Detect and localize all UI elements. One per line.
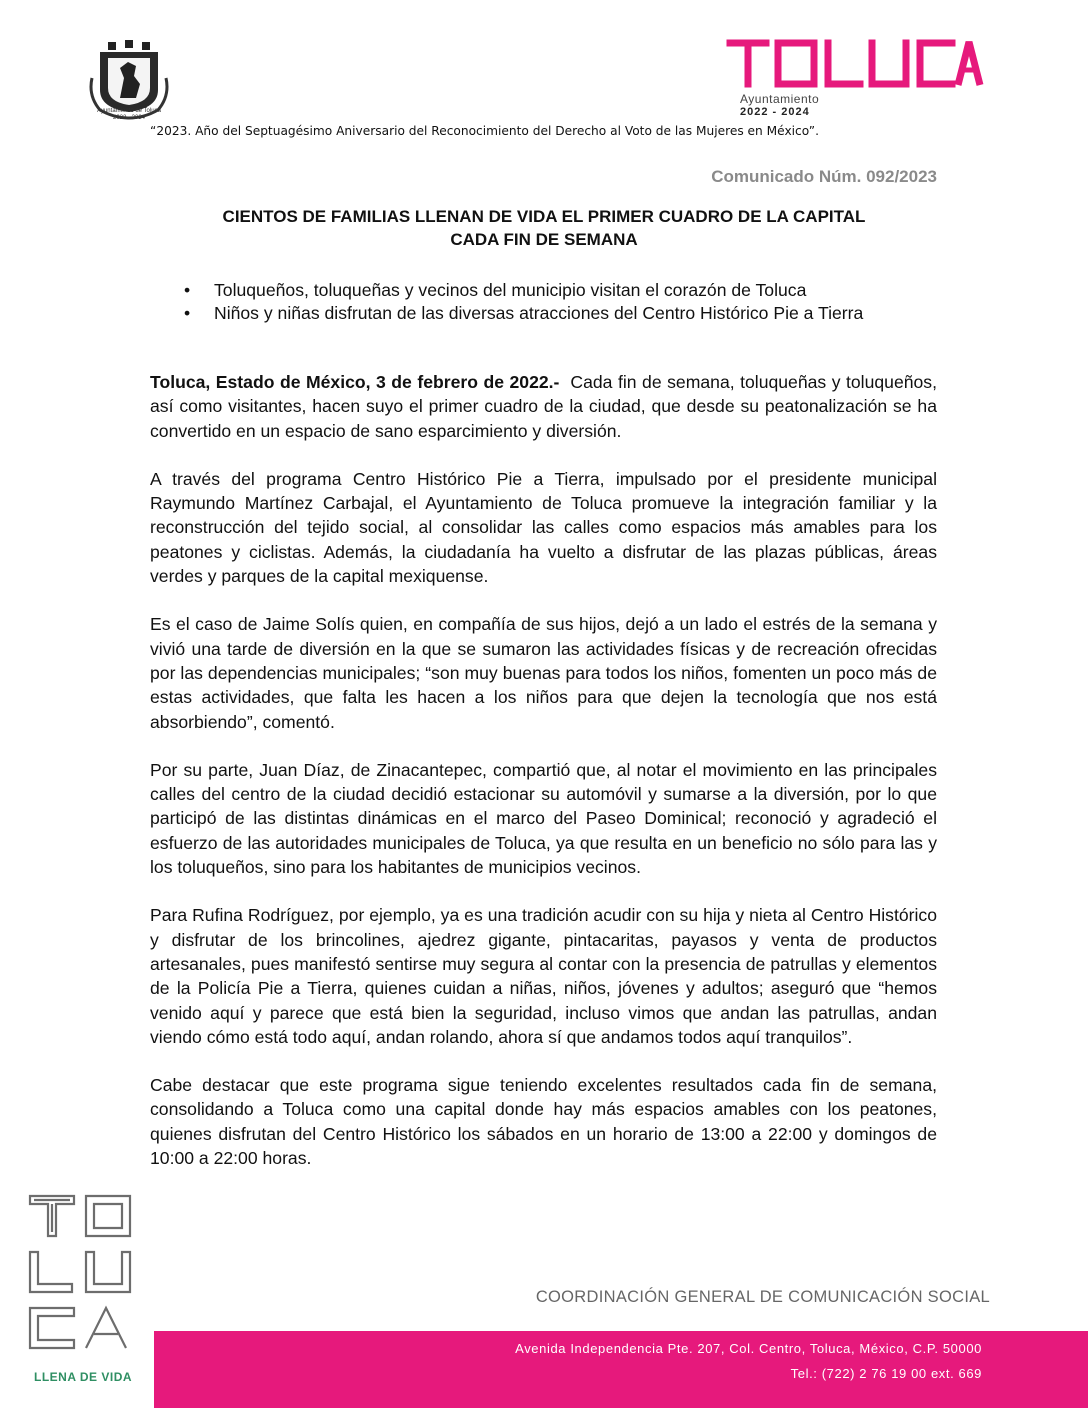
footer-address: Avenida Independencia Pte. 207, Col. Centro, Toluca, México, C.P. 50000 bbox=[515, 1341, 982, 1356]
article-body bbox=[150, 370, 937, 1194]
paragraph-2: A través del programa Centro Histórico Pie a Tierra, impulsado por el presidente municipal Raymundo Martínez Carbajal, el Ayuntamiento de Toluca promueve la integración familiar y la reconstrucción del tejido social, al consolidar las calles como espacios más amables para los peatones y ciclistas. Además, la ciudadanía ha vuelto a disfrutar de las plazas públicas, áreas verdes y parques de la capital mexiquense. bbox=[150, 468, 937, 587]
paragraph-6: Cabe destacar que este programa sigue teniendo excelentes resultados cada fin de semana, consolidando a Toluca como una capital donde hay más espacios amables con los peatones, quienes disfrutan del Centro Histórico los sábados en un horario de 13:00 a 22:00 y domingos de 10:00 a 22:00 horas. bbox=[150, 1075, 937, 1169]
coordinacion-label: COORDINACIÓN GENERAL DE COMUNICACIÓN SOCIAL bbox=[535, 1288, 990, 1306]
ayuntamiento-label: Ayuntamiento bbox=[740, 92, 820, 106]
ayuntamiento-years: 2022 - 2024 bbox=[740, 106, 810, 118]
headline-line2: CADA FIN DE SEMANA bbox=[450, 230, 638, 249]
list-item bbox=[150, 302, 940, 325]
bullet-icon: • bbox=[184, 303, 191, 323]
paragraph-3: Es el caso de Jaime Solís quien, en compañía de sus hijos, dejó a un lado el estrés de la semana y vivió una tarde de diversión en la que se sumaron las actividades físicas y de recreación ofrecidas por las dependencias municipales; “son muy buenas para todos los niños, fomenten un poco más de estas actividades, que falta les hacen a los niños para que dejen la tecnología que nos está absorbiendo”, comentó. bbox=[150, 614, 937, 732]
paragraph-1-text: Cada fin de semana, toluqueñas y toluqueños, así como visitantes, hacen suyo el primer cuadro de la ciudad, que desde su peatonalización se ha convertido en un espacio de sano esparcimiento y diversión. bbox=[150, 372, 937, 441]
dateline: Toluca, Estado de México, 3 de febrero de 2022.- bbox=[150, 372, 560, 392]
bullet-icon: • bbox=[184, 280, 191, 300]
paragraph-4: Por su parte, Juan Díaz, de Zinacantepec, compartió que, al notar el movimiento en las principales calles del centro de la ciudad decidió estacionar su automóvil y sumarse a la diversión, por lo que participó de las distintas dinámicas en el marco del Paseo Dominical; reconoció y agradeció el esfuerzo de las autoridades municipales de Toluca, ya que resulta en un beneficio no sólo para las y los toluqueños, sino para los habitantes de municipios vecinos. bbox=[150, 759, 937, 878]
paragraph-5: Para Rufina Rodríguez, por ejemplo, ya es una tradición acudir con su hija y nieta al Centro Histórico y disfrutar de los brincolines, ajedrez gigante, pintacaritas, payasos y venta de productos artesanales, pues manifestó sentirse muy segura al contar con la presencia de patrullas y elementos de la Policía Pie a Tierra, quienes cuidan a niñas, niños, jóvenes y adultos; aseguró que “hemos venido aquí y parece que está bien la seguridad, incluso vimos que andan las patrullas, andan viendo cómo está todo aquí, andan rolando, ahora sí que andamos todos aquí tranquilos”. bbox=[150, 905, 937, 1047]
toluca-logo-text: TOLUCA bbox=[726, 25, 791, 42]
paragraph-1 bbox=[150, 370, 937, 443]
list-item bbox=[150, 279, 940, 302]
toluca-side-logo bbox=[26, 1177, 138, 1365]
highlights-list bbox=[150, 279, 940, 325]
bullet-text: Niños y niñas disfrutan de las diversas atracciones del Centro Histórico Pie a Tierra bbox=[214, 303, 864, 323]
seal-caption-line2: 2022 - 2024 bbox=[112, 115, 146, 121]
side-logo-text: TOLUCA bbox=[26, 1177, 91, 1194]
bullet-text: Toluqueños, toluqueñas y vecinos del municipio visitan el corazón de Toluca bbox=[214, 280, 807, 300]
footer-telephone: Tel.: (722) 2 76 19 00 ext. 669 bbox=[790, 1366, 982, 1381]
seal-caption-line1: Ayuntamiento de Toluca bbox=[97, 108, 161, 114]
seal-caption bbox=[80, 108, 178, 122]
toluca-logo bbox=[726, 25, 982, 88]
side-tagline: LLENA DE VIDA bbox=[34, 1370, 133, 1384]
year-motto: “2023. Año del Septuagésimo Aniversario del Reconocimiento del Derecho al Voto de las Mujeres en México”. bbox=[150, 124, 819, 138]
headline-line1: CIENTOS DE FAMILIAS LLENAN DE VIDA EL PRIMER CUADRO DE LA CAPITAL bbox=[222, 207, 866, 226]
headline bbox=[140, 205, 948, 251]
comunicado-number: Comunicado Núm. 092/2023 bbox=[711, 167, 937, 186]
